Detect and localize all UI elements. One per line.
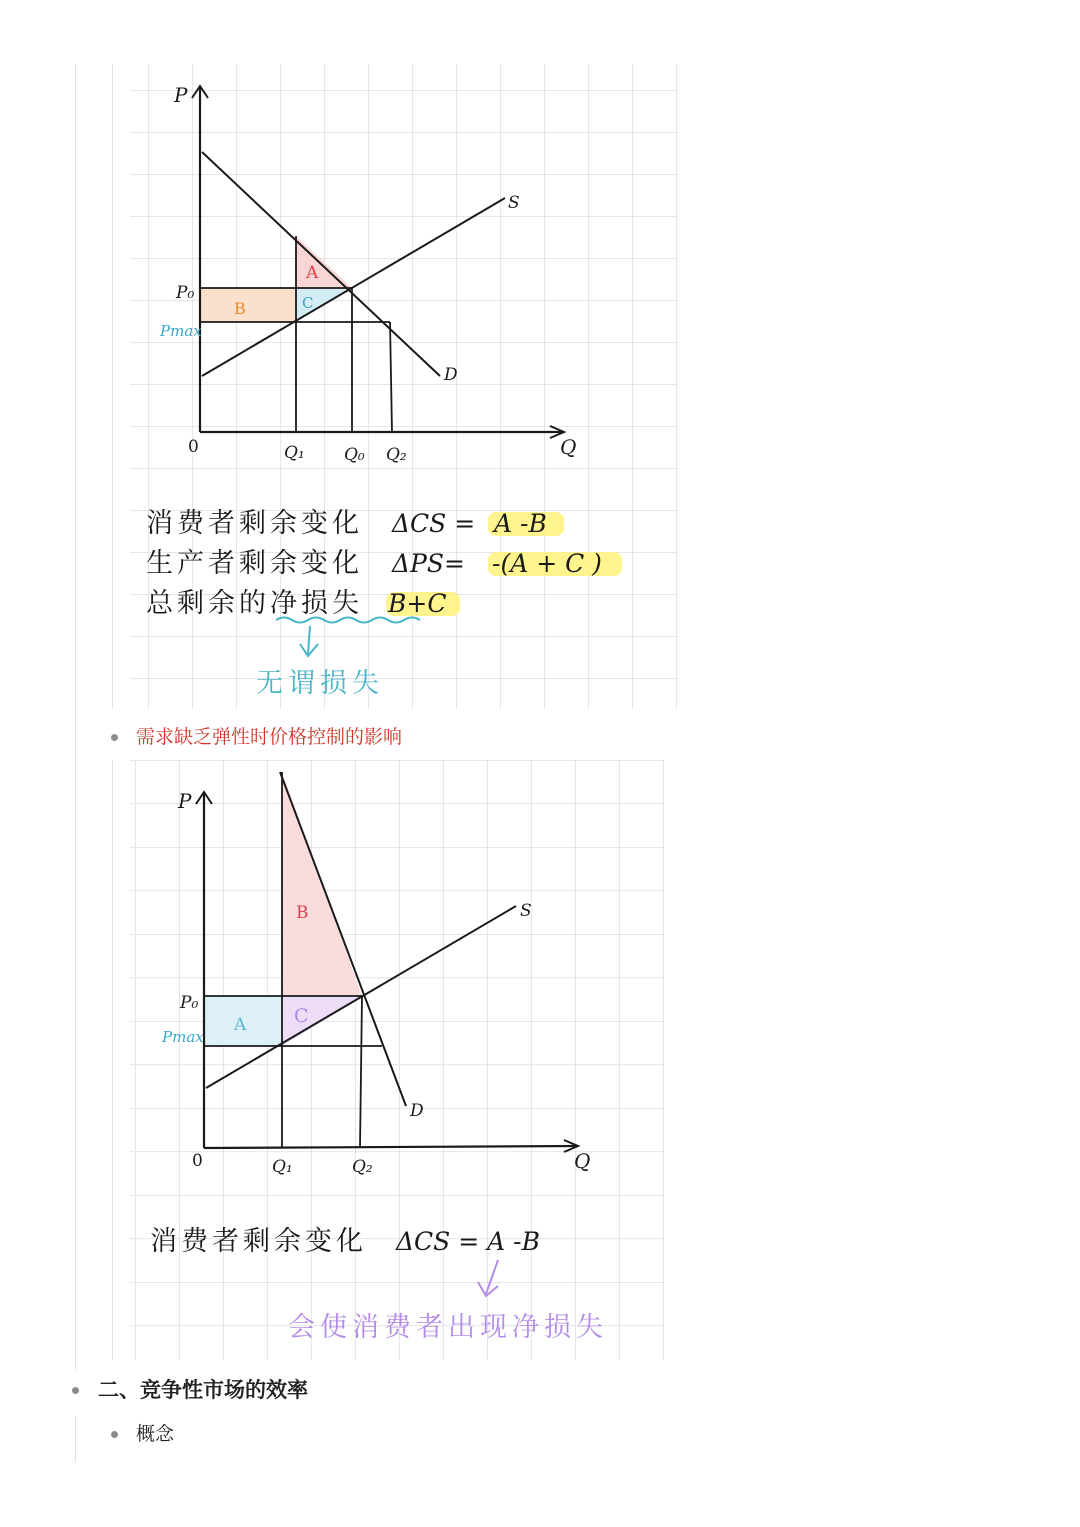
total-loss-label: 总剩余的净损失 [146,588,363,619]
outline-guide-inner [112,64,113,709]
origin-label: 0 [188,437,199,457]
area-b-shade [200,288,296,322]
area-a-label: A [234,1015,247,1035]
cs-change-label: 消费者剩余变化 [150,1226,367,1257]
area-b-label: B [296,903,309,923]
sub-bullet-concept: 概念 [136,1423,175,1445]
diagram-price-ceiling-elastic [130,64,678,709]
outline-guide-inner-2 [112,760,113,1360]
diagram-price-ceiling-inelastic [130,760,664,1360]
outline-guide-outer [75,64,76,1370]
p-axis-label: P [178,789,192,813]
total-loss-formula: B+C [388,589,447,618]
demand-label: D [410,1101,424,1121]
cs-change-delta: ΔCS = [392,509,476,538]
demand-label: D [444,365,458,385]
q2-label: Q₂ [352,1157,373,1177]
p-axis-label: P [174,83,188,107]
grid-background [130,760,664,1360]
pmax-label: Pmax [160,322,202,340]
ps-change-delta: ΔPS= [392,549,465,578]
area-a-label: A [306,263,319,283]
cs-change-label: 消费者剩余变化 [146,508,363,539]
bullet-dot-concept [111,1431,118,1438]
bullet-dot-section2 [72,1387,79,1394]
area-c-label: C [294,1005,309,1027]
bullet-inelastic-demand: 需求缺乏弹性时价格控制的影响 [136,726,403,748]
q0-label: Q₀ [344,445,365,465]
bullet-dot-inelastic [111,734,118,741]
supply-label: S [520,901,532,921]
q1-label: Q₁ [272,1157,293,1177]
ps-change-label: 生产者剩余变化 [146,548,363,579]
area-c-label: C [302,294,314,312]
consumer-net-loss-note: 会使消费者出现净损失 [288,1312,608,1343]
ps-change-formula: -(A + C ) [492,549,602,578]
q-axis-label: Q [560,435,577,459]
area-b-label: B [234,299,246,318]
q-axis-label: Q [574,1149,591,1173]
pmax-label: Pmax [162,1028,204,1046]
origin-label: 0 [192,1151,203,1171]
deadweight-loss-label: 无谓损失 [256,668,384,699]
q2-label: Q₂ [386,445,407,465]
supply-label: S [508,193,520,213]
cs-change-formula: ΔCS = A -B [396,1227,540,1256]
p0-label: P₀ [180,993,199,1013]
section-heading-efficiency: 二、竞争性市场的效率 [98,1378,308,1402]
p0-label: P₀ [176,283,195,303]
outline-guide-section2 [75,1416,76,1462]
cs-change-formula: A -B [494,509,547,538]
q1-label: Q₁ [284,443,305,463]
